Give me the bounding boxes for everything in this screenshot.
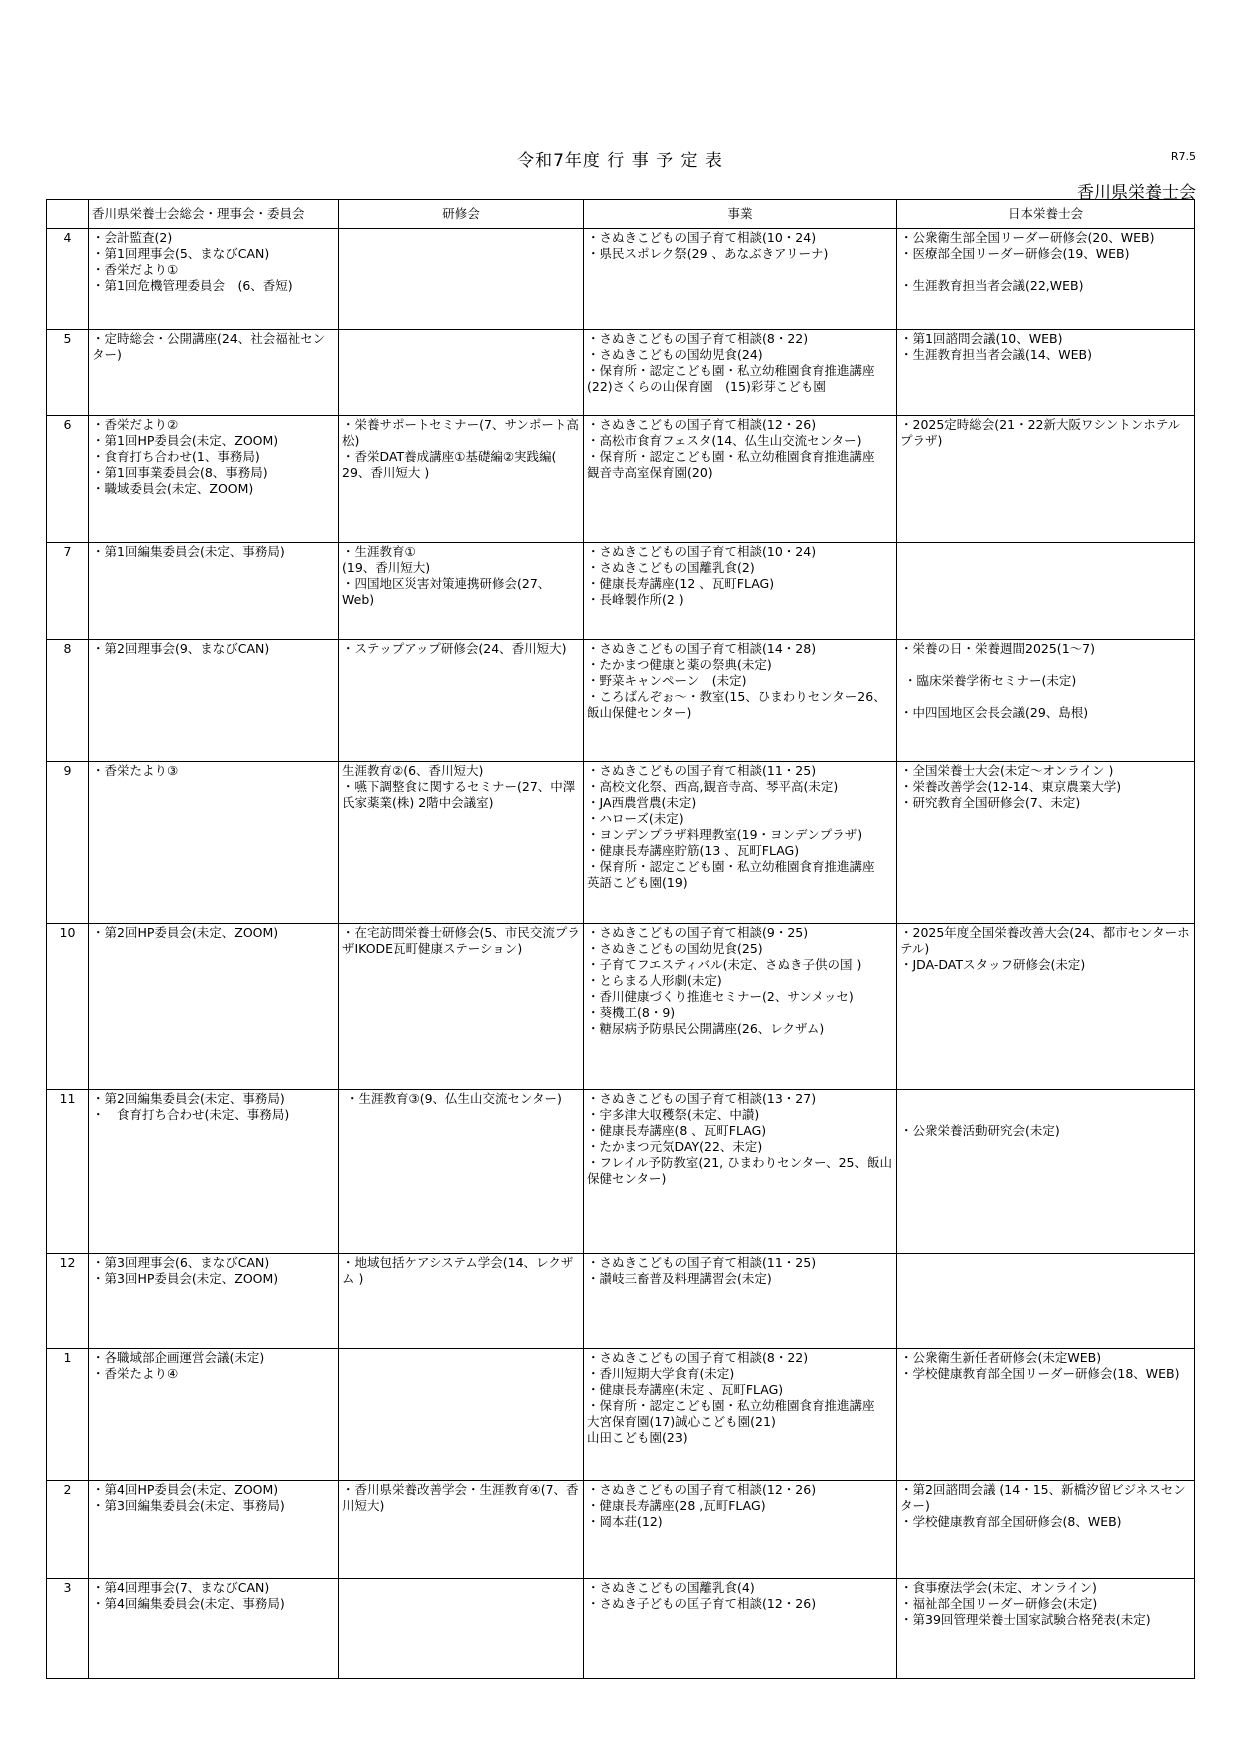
cell-line: ・第1回諮問会議(10、WEB) (900, 331, 1063, 346)
cell-line: 生涯教育②(6、香川短大) (342, 763, 484, 778)
cell-line: ・第2回HP委員会(未定、ZOOM) (92, 925, 279, 940)
council-cell (89, 229, 339, 330)
cell-line: ・研究教育全国研修会(7、未定) (900, 795, 1081, 810)
cell-line: ・香栄たより③ (92, 763, 179, 778)
japan-cell (897, 640, 1195, 762)
projects-cell (584, 924, 897, 1090)
japan-cell (897, 924, 1195, 1090)
cell-line: (19、香川短大) (342, 560, 431, 575)
cell-line: ・さぬきこどもの国離乳食(2) (587, 560, 755, 575)
cell-line: ・第1回HP委員会(未定、ZOOM) (92, 433, 279, 448)
cell-line: ・讃岐三畜普及料理講習会(未定) (587, 1271, 772, 1286)
cell-line: ・さぬき子どもの匡子育て相談(12・26) (587, 1596, 817, 1611)
cell-line: ・四国地区災害対策連携研修会(27、Web) (342, 576, 551, 607)
cell-line: ・第2回理事会(9、まなびCAN) (92, 641, 270, 656)
cell-line: ・健康長寿講座(12 、瓦町FLAG) (587, 576, 775, 591)
training-cell (339, 640, 584, 762)
cell-line: ・子育てフエスティバル(未定、さぬき子供の国 ) (587, 957, 862, 972)
table-row (47, 924, 1195, 1090)
cell-line: ・公衆衛生新任者研修会(未定WEB) (900, 1350, 1102, 1365)
table-row (47, 543, 1195, 640)
cell-line: ・香栄たより④ (92, 1366, 179, 1381)
cell-line: ・保育所・認定こども園・私立幼稚園食育推進講座 大宮保育園(17)誠心こども園(21) (587, 1398, 1025, 1429)
cell-line: ・健康長寿講座(8 、瓦町FLAG) (587, 1123, 767, 1138)
cell-line: ・栄養の日・栄養週間2025(1～7) (900, 641, 1095, 656)
cell-line: ・定時総会・公開講座(24、社会福祉センター) (92, 331, 326, 362)
month-cell: 4 (47, 229, 89, 330)
cell-line: ・とらまる人形劇(未定) (587, 973, 722, 988)
cell-line: ・高松市食育フェスタ(14、仏生山交流センター) (587, 433, 862, 448)
month-cell: 12 (47, 1254, 89, 1349)
month-cell: 10 (47, 924, 89, 1090)
cell-line: ・さぬきこどもの国子育て相談(11・25) (587, 763, 817, 778)
projects-cell (584, 330, 897, 416)
training-cell (339, 1349, 584, 1481)
training-cell (339, 330, 584, 416)
projects-cell (584, 543, 897, 640)
cell-line: ・ステップアップ研修会(24、香川短大) (342, 641, 567, 656)
cell-line: ・第2回諮問会議 (14・15、新橋汐留ビジネスセンター) (900, 1482, 1186, 1513)
cell-line: ・医療部全国リーダー研修会(19、WEB) (900, 246, 1130, 261)
cell-line: ・さぬきこどもの国子育て相談(12・26) (587, 417, 817, 432)
page-title: 令和7年度 行 事 予 定 表 (517, 151, 723, 171)
cell-line: ・第39回管理栄養士国家試験合格発表(未定) (900, 1612, 1151, 1627)
month-cell: 6 (47, 416, 89, 543)
council-cell (89, 1254, 339, 1349)
projects-cell (584, 1579, 897, 1679)
column-header-month (47, 200, 89, 229)
cell-line: ・全国栄養士大会(未定～オンライン ) (900, 763, 1114, 778)
training-cell (339, 924, 584, 1090)
cell-line: ・香川県栄養改善学会・生涯教育④(7、香川短大) (342, 1482, 579, 1513)
cell-line: ・栄養改善学会(12-14、東京農業大学) (900, 779, 1122, 794)
council-cell (89, 762, 339, 924)
japan-cell (897, 762, 1195, 924)
cell-line: ・在宅訪問栄養士研修会(5、市民交流プラザIKODE瓦町健康ステーション) (342, 925, 580, 956)
cell-line: ・第3回HP委員会(未定、ZOOM) (92, 1271, 279, 1286)
projects-cell (584, 1481, 897, 1579)
cell-line: ・生涯教育③(9、仏生山交流センター) (342, 1091, 562, 1106)
cell-line: ・第1回理事会(5、まなびCAN) (92, 246, 270, 261)
cell-line: ・長峰製作所(2 ) (587, 592, 684, 607)
cell-line: ・第4回編集委員会(未定、事務局) (92, 1596, 285, 1611)
cell-line: ・中四国地区会長会議(29、島根) (900, 705, 1089, 720)
month-cell: 11 (47, 1090, 89, 1254)
table-row (47, 1254, 1195, 1349)
projects-cell (584, 416, 900, 543)
cell-line: ・ハローズ(未定) (587, 811, 684, 826)
table-row (47, 1090, 1195, 1254)
japan-cell (897, 330, 1195, 416)
cell-line: ・第3回理事会(6、まなびCAN) (92, 1255, 270, 1270)
cell-line: ・食事療法学会(未定、オンライン) (900, 1580, 1097, 1595)
month-cell: 5 (47, 330, 89, 416)
cell-line: ・香栄DAT養成講座①基礎編②実践編( 29、香川短大 ) (342, 449, 561, 480)
council-cell (89, 1349, 339, 1481)
cell-line: ・野菜キャンペーン (未定) (587, 673, 747, 688)
council-cell (89, 1579, 339, 1679)
projects-cell (584, 1090, 897, 1254)
training-cell (339, 762, 584, 924)
cell-line: ・葵機工(8・9) (587, 1005, 676, 1020)
cell-line: ・職域委員会(未定、ZOOM) (92, 481, 254, 496)
cell-line: ・生涯教育担当者会議(14、WEB) (900, 347, 1092, 362)
column-header-japan: 日本栄養士会 (897, 200, 1195, 229)
cell-line: ・さぬきこどもの国離乳食(4) (587, 1580, 755, 1595)
schedule-body (47, 229, 1195, 1679)
column-header-council: 香川県栄養士会総会・理事会・委員会 (89, 200, 339, 229)
cell-line: ・第2回編集委員会(未定、事務局) (92, 1091, 285, 1106)
cell-line: ・臨床栄養学術セミナー(未定) (900, 673, 1077, 688)
council-cell (89, 1481, 339, 1579)
training-cell (339, 229, 584, 330)
cell-line (900, 1091, 1191, 1107)
training-cell (339, 1090, 584, 1254)
japan-cell (897, 229, 1195, 330)
cell-line: ・健康長寿講座(28 ,瓦町FLAG) (587, 1498, 766, 1513)
cell-line: 山田こども園(23) (587, 1430, 688, 1445)
cell-line: ・第1回事業委員会(8、事務局) (92, 465, 268, 480)
projects-cell (584, 229, 897, 330)
schedule-table (46, 199, 1195, 1679)
cell-line: ・第3回編集委員会(未定、事務局) (92, 1498, 285, 1513)
council-cell (89, 330, 339, 416)
cell-line: ・さぬきこどもの国子育て相談(14・28) (587, 641, 817, 656)
month-cell: 8 (47, 640, 89, 762)
japan-cell (897, 1481, 1195, 1579)
cell-line: ・ころばんぞぉ～・教室(15、ひまわりセンター26、飯山保健センター) (587, 689, 886, 720)
training-cell (339, 1254, 584, 1349)
cell-line (900, 689, 1191, 705)
cell-line: ・さぬきこどもの国子育て相談(8・22) (587, 1350, 809, 1365)
column-header-projects: 事業 (584, 200, 897, 229)
cell-line: ・保育所・認定こども園・私立幼稚園食育推進講座 観音寺高室保育園(20) (587, 449, 900, 480)
cell-line: ・保育所・認定こども園・私立幼稚園食育推進講座 英語こども園(19) (587, 859, 900, 890)
training-cell (339, 1579, 584, 1679)
cell-line: ・嚥下調整食に関するセミナー(27、中澤氏家薬業(株) 2階中会議室) (342, 779, 576, 810)
cell-line: ・健康長寿講座(未定 、瓦町FLAG) (587, 1382, 784, 1397)
month-cell: 3 (47, 1579, 89, 1679)
cell-line: ・県民スポレク祭(29 、あなぶきアリーナ) (587, 246, 829, 261)
cell-line: ・各職域部企画運営会議(未定) (92, 1350, 265, 1365)
table-row (47, 762, 1195, 924)
cell-line: ・岡本荘(12) (587, 1514, 663, 1529)
japan-cell (897, 543, 1195, 640)
japan-cell (897, 416, 1195, 543)
cell-line (900, 657, 1191, 673)
cell-line: ・地域包括ケアシステム学会(14、レクザム ) (342, 1255, 574, 1286)
cell-line: ・第1回編集委員会(未定、事務局) (92, 544, 285, 559)
cell-line: ・香栄だより② (92, 417, 179, 432)
projects-cell (584, 762, 900, 924)
month-cell: 1 (47, 1349, 89, 1481)
council-cell (89, 924, 339, 1090)
cell-line: ・香栄だより① (92, 262, 179, 277)
cell-line: ・保育所・認定こども園・私立幼稚園食育推進講座(22)さくらの山保育園 (15)彩芽こども園 (587, 363, 875, 394)
table-row (47, 330, 1195, 416)
column-header-training: 研修会 (339, 200, 584, 229)
cell-line: ・香川健康づくり推進セミナー(2、サンメッセ) (587, 989, 854, 1004)
cell-line: ・福祉部全国リーダー研修会(未定) (900, 1596, 1098, 1611)
cell-line: ・さぬきこどもの国子育て相談(11・25) (587, 1255, 817, 1270)
cell-line (900, 262, 1191, 278)
training-cell (339, 543, 584, 640)
cell-line: ・生涯教育① (342, 544, 416, 559)
cell-line (900, 1107, 1191, 1123)
cell-line: ・会計監査(2) (92, 230, 173, 245)
month-cell: 9 (47, 762, 89, 924)
cell-line: ・たかまつ健康と薬の祭典(未定) (587, 657, 772, 672)
table-row (47, 1481, 1195, 1579)
japan-cell (897, 1090, 1195, 1254)
japan-cell (897, 1254, 1195, 1349)
cell-line: ・生涯教育担当者会議(22,WEB) (900, 278, 1084, 293)
cell-line: ・高校文化祭、西高,観音寺高、琴平高(未定) (587, 779, 839, 794)
projects-cell (584, 1254, 897, 1349)
cell-line: ・糖尿病予防県民公開講座(26、レクザム) (587, 1021, 825, 1036)
cell-line: ・食育打ち合わせ(1、事務局) (92, 449, 260, 464)
cell-line: ・公衆衛生部全国リーダー研修会(20、WEB) (900, 230, 1155, 245)
japan-cell (897, 1349, 1195, 1481)
cell-line: ・学校健康教育部全国研修会(8、WEB) (900, 1514, 1122, 1529)
cell-line: ・フレイル予防教室(21, ひまわりセンター、25、飯山保健センター) (587, 1155, 893, 1186)
cell-line: ・栄養サポートセミナー(7、サンポート高松) (342, 417, 579, 448)
cell-line: ・JDA-DATスタッフ研修会(未定) (900, 957, 1086, 972)
cell-line: ・公衆栄養活動研究会(未定) (900, 1123, 1060, 1138)
cell-line: ・第4回理事会(7、まなびCAN) (92, 1580, 270, 1595)
table-row (47, 229, 1195, 330)
table-row (47, 640, 1195, 762)
cell-line: ・JA西農営農(未定) (587, 795, 697, 810)
cell-line: ・さぬきこどもの国子育て相談(13・27) (587, 1091, 817, 1106)
council-cell (89, 543, 339, 640)
table-row (47, 1349, 1195, 1481)
cell-line: ・宇多津大収穫祭(未定、中讃) (587, 1107, 760, 1122)
cell-line: ・健康長寿講座貯筋(13 、瓦町FLAG) (587, 843, 800, 858)
month-cell: 2 (47, 1481, 89, 1579)
cell-line: ・学校健康教育部全国リーダー研修会(18、WEB) (900, 1366, 1180, 1381)
version-label: R7.5 (1170, 150, 1196, 163)
training-cell (339, 1481, 584, 1579)
cell-line: ・さぬきこどもの国幼児食(25) (587, 941, 763, 956)
cell-line: ・たかまつ元気DAY(22、未定) (587, 1139, 763, 1154)
table-row (47, 416, 1195, 543)
cell-line: ・ヨンデンプラザ料理教室(19・ヨンデンプラザ) (587, 827, 863, 842)
cell-line: ・さぬきこどもの国子育て相談(9・25) (587, 925, 809, 940)
projects-cell (584, 640, 897, 762)
japan-cell (897, 1579, 1195, 1679)
cell-line: ・第1回危機管理委員会 (6、香短) (92, 278, 293, 293)
month-cell: 7 (47, 543, 89, 640)
table-row (47, 1579, 1195, 1679)
training-cell (339, 416, 584, 543)
cell-line: ・2025年度全国栄養改善大会(24、都市センターホテル) (900, 925, 1190, 956)
header-row (47, 200, 1195, 229)
council-cell (89, 416, 339, 543)
cell-line: ・香川短期大学食育(未定) (587, 1366, 735, 1381)
cell-line: ・さぬきこどもの国子育て相談(10・24) (587, 230, 817, 245)
cell-line: ・2025定時総会(21・22新大阪ワシントンホテルプラザ) (900, 417, 1181, 448)
organization-name: 香川県栄養士会 (1077, 183, 1196, 203)
cell-line: ・さぬきこどもの国子育て相談(10・24) (587, 544, 817, 559)
cell-line: ・さぬきこどもの国子育て相談(12・26) (587, 1482, 817, 1497)
cell-line: ・さぬきこどもの国子育て相談(8・22) (587, 331, 809, 346)
cell-line: ・第4回HP委員会(未定、ZOOM) (92, 1482, 279, 1497)
cell-line: ・さぬきこどもの国幼児食(24) (587, 347, 763, 362)
council-cell (89, 640, 339, 762)
council-cell (89, 1090, 339, 1254)
cell-line: ・ 食育打ち合わせ(未定、事務局) (92, 1107, 290, 1122)
